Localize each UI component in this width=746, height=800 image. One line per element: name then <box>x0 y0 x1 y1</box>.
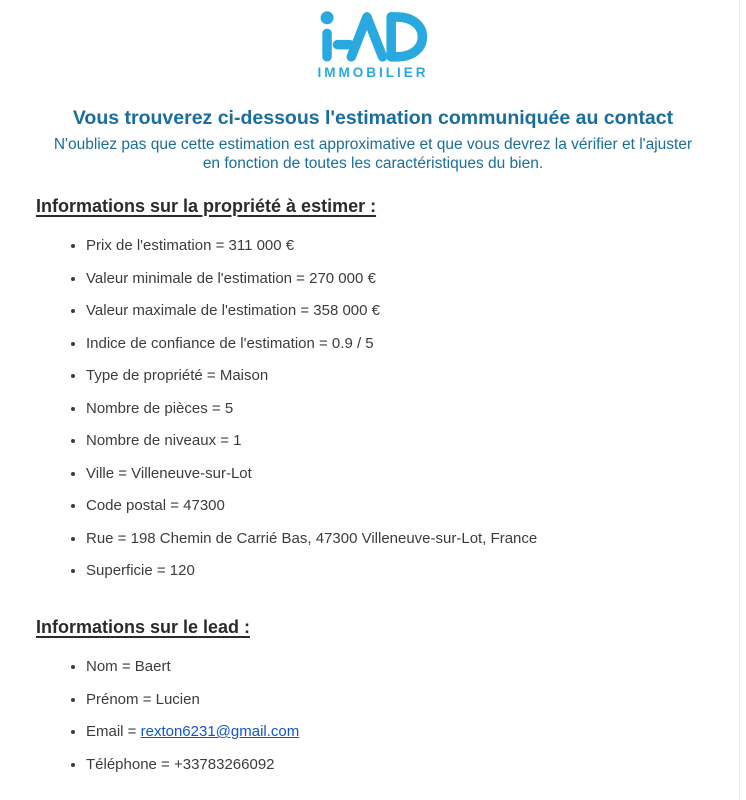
estimation-title: Vous trouverez ci-dessous l'estimation communiquée au contact <box>72 107 674 129</box>
disclaimer-line-1: N'oubliez pas que cette estimation est approximative et que vous devrez la vérifier et l'ajuster <box>53 136 693 153</box>
content-right-edge-divider <box>739 0 740 800</box>
list-item: • Prénom = Lucien <box>86 690 710 709</box>
property-info-section <box>36 196 710 580</box>
list-item: • Indice de confiance de l'estimation = 0.9 / 5 <box>86 334 710 353</box>
email-link[interactable]: rexton6231@gmail.com <box>140 723 300 740</box>
list-item: • Valeur minimale de l'estimation = 270 000 € <box>86 269 710 288</box>
section-heading-property: Informations sur la propriété à estimer : <box>36 196 377 216</box>
lead-info-list <box>36 657 710 774</box>
logo-subtext: IMMOBILIER <box>317 65 429 80</box>
list-item: • Superficie = 120 <box>86 561 710 580</box>
disclaimer-line-2: en fonction de toutes les caractéristiques du bien. <box>202 155 544 172</box>
list-item: • Nom = Baert <box>86 657 710 676</box>
list-item: • Ville = Villeneuve-sur-Lot <box>86 464 710 483</box>
section-heading-lead: Informations sur le lead : <box>36 617 251 637</box>
list-item: • Email = rexton6231@gmail.com <box>86 722 710 741</box>
lead-info-section <box>36 617 710 774</box>
list-item: • Nombre de niveaux = 1 <box>86 431 710 450</box>
iad-logo <box>36 10 710 80</box>
list-item: • Type de propriété = Maison <box>86 366 710 385</box>
list-item: • Code postal = 47300 <box>86 496 710 515</box>
estimation-disclaimer <box>36 135 710 173</box>
list-item: • Valeur maximale de l'estimation = 358 000 € <box>86 301 710 320</box>
list-item: • Téléphone = +33783266092 <box>86 755 710 774</box>
iad-logo-icon <box>316 10 430 62</box>
list-item: • Prix de l'estimation = 311 000 € <box>86 236 710 255</box>
property-info-list <box>36 236 710 580</box>
list-item: • Nombre de pièces = 5 <box>86 399 710 418</box>
list-item: • Rue = 198 Chemin de Carrié Bas, 47300 Villeneuve-sur-Lot, France <box>86 529 710 548</box>
